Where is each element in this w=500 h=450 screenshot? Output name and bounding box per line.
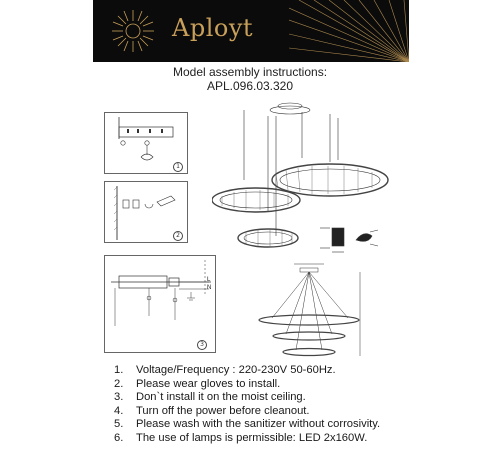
- live-wire-label: L: [207, 277, 211, 283]
- step-1-panel: [104, 112, 188, 174]
- instruction-item: 4. Turn off the power before cleanout.: [114, 404, 310, 417]
- ground-symbol-icon: [187, 292, 195, 300]
- brand-name: Aployt: [172, 14, 254, 42]
- instructions-list: [114, 364, 474, 446]
- chandelier-elevation-drawing: [252, 262, 364, 362]
- screwdriver-icon: [157, 196, 175, 206]
- sunrays-decoration-icon: [289, 0, 409, 62]
- step-1-number: 1: [173, 162, 183, 172]
- step-2-panel: [104, 181, 188, 243]
- step-2-number: 2: [173, 231, 183, 241]
- instruction-item: 2. Please wear gloves to install.: [114, 377, 281, 390]
- instruction-item: 6. The use of lamps is permissible: LED 2x160W.: [114, 431, 368, 444]
- model-number: APL.096.03.320: [206, 79, 294, 93]
- assembly-title: Model assembly instructions:: [172, 65, 328, 79]
- detail-connector-drawing: [318, 222, 380, 258]
- sunburst-logo-icon: [110, 8, 156, 54]
- instruction-item: 5. Please wash with the sanitizer without corrosivity.: [114, 418, 381, 431]
- step-3-number: 3: [197, 340, 207, 350]
- instruction-item: 3. Don`t install it on the moist ceiling.: [114, 391, 306, 404]
- step-3-panel: [104, 255, 216, 353]
- neutral-wire-label: N: [207, 285, 212, 291]
- instruction-item: 1. Voltage/Frequency : 220-230V 50-60Hz.: [114, 364, 336, 376]
